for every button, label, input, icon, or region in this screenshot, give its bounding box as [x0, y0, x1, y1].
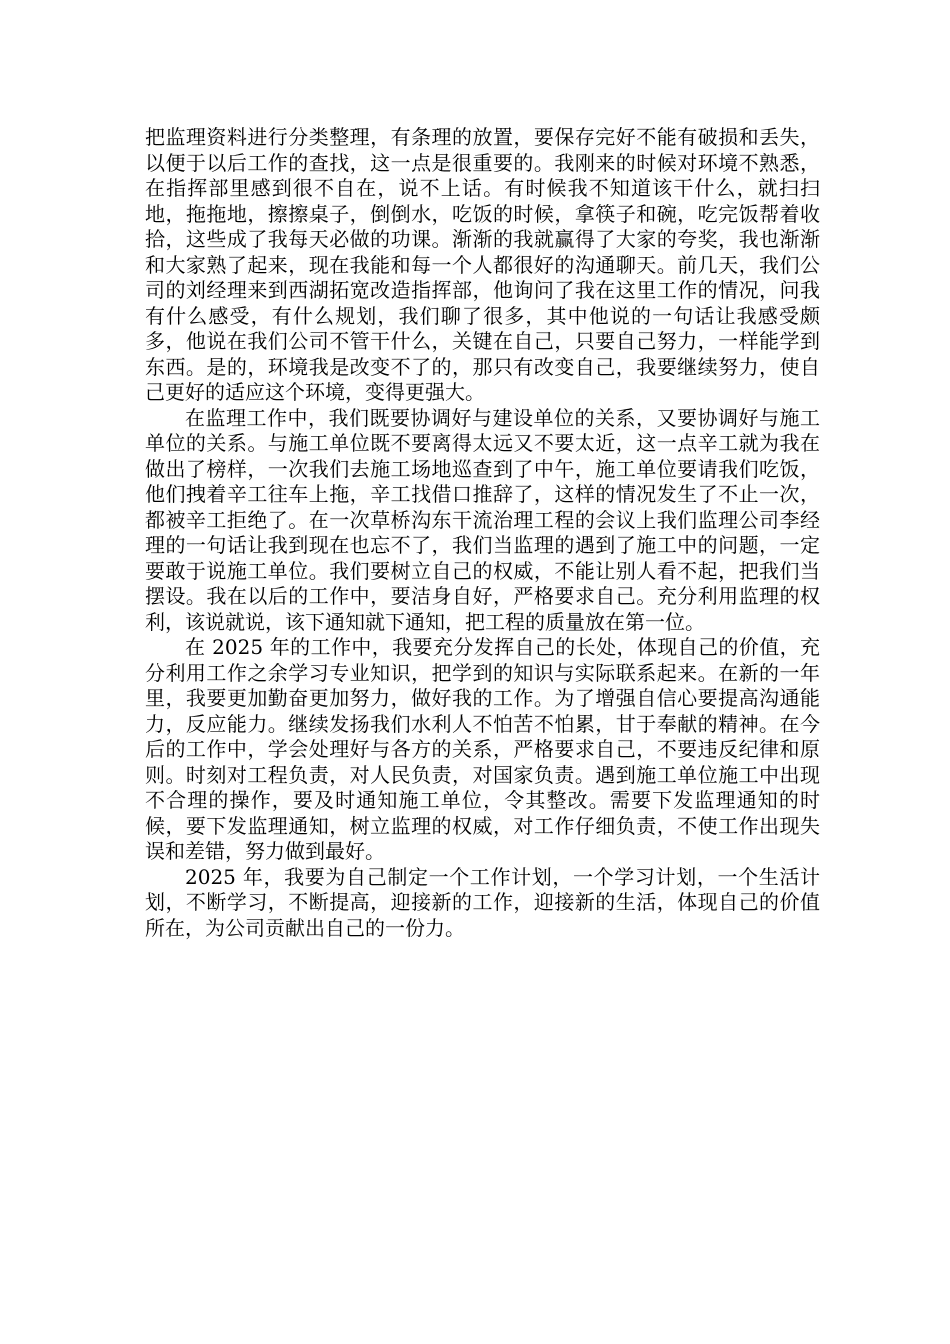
paragraph-3: 在 2025 年的工作中，我要充分发挥自己的长处，体现自己的价值，充分利用工作之余学习专业知识，把学到的知识与实际联系起来。在新的一年里，我要更加勤奋更加努力，做好我的工作。为了增强自信心要提高沟通能力，反应能力。继续发扬我们水利人不怕苦不怕累，甘于奉献的精神。在今后的工作中，学会处理好与各方的关系，严格要求自己，不要违反纪律和原则。时刻对工程负责，对人民负责，对国家负责。遇到施工单位施工中出现不合理的操作，要及时通知施工单位，令其整改。需要下发监理通知的时候，要下发监理通知，树立监理的权威，对工作仔细负责，不使工作出现失误和差错，努力做到最好。	[145, 635, 820, 863]
paragraph-1: 把监理资料进行分类整理，有条理的放置，要保存完好不能有破损和丢失，以便于以后工作的查找，这一点是很重要的。我刚来的时候对环境不熟悉，在指挥部里感到很不自在，说不上话。有时候我不知道该干什么，就扫扫地，拖拖地，擦擦桌子，倒倒水，吃饭的时候，拿筷子和碗，吃完饭帮着收拾，这些成了我每天必做的功课。渐渐的我就赢得了大家的夸奖，我也渐渐和大家熟了起来，现在我能和每一个人都很好的沟通聊天。前几天，我们公司的刘经理来到西湖拓宽改造指挥部，他询问了我在这里工作的情况，问我有什么感受，有什么规划，我们聊了很多，其中他说的一句话让我感受颇多，他说在我们公司不管干什么，关键在自己，只要自己努力，一样能学到东西。是的，环境我是改变不了的，那只有改变自己，我要继续努力，使自己更好的适应这个环境，变得更强大。	[145, 125, 820, 404]
document-body	[145, 125, 820, 941]
paragraph-2: 在监理工作中，我们既要协调好与建设单位的关系，又要协调好与施工单位的关系。与施工单位既不要离得太远又不要太近，这一点辛工就为我在做出了榜样，一次我们去施工场地巡查到了中午，施工单位要请我们吃饭，他们拽着辛工往车上拖，辛工找借口推辞了，这样的情况发生了不止一次，都被辛工拒绝了。在一次草桥沟东干流治理工程的会议上我们监理公司李经理的一句话让我到现在也忘不了，我们当监理的遇到了施工中的问题，一定要敢于说施工单位。我们要树立自己的权威，不能让别人看不起，把我们当摆设。我在以后的工作中，要洁身自好，严格要求自己。充分利用监理的权利，该说就说，该下通知就下通知，把工程的质量放在第一位。	[145, 405, 820, 634]
paragraph-4: 2025 年，我要为自己制定一个工作计划，一个学习计划，一个生活计划，不断学习，不断提高，迎接新的工作，迎接新的生活，体现自己的价值所在，为公司贡献出自己的一份力。	[145, 864, 820, 940]
